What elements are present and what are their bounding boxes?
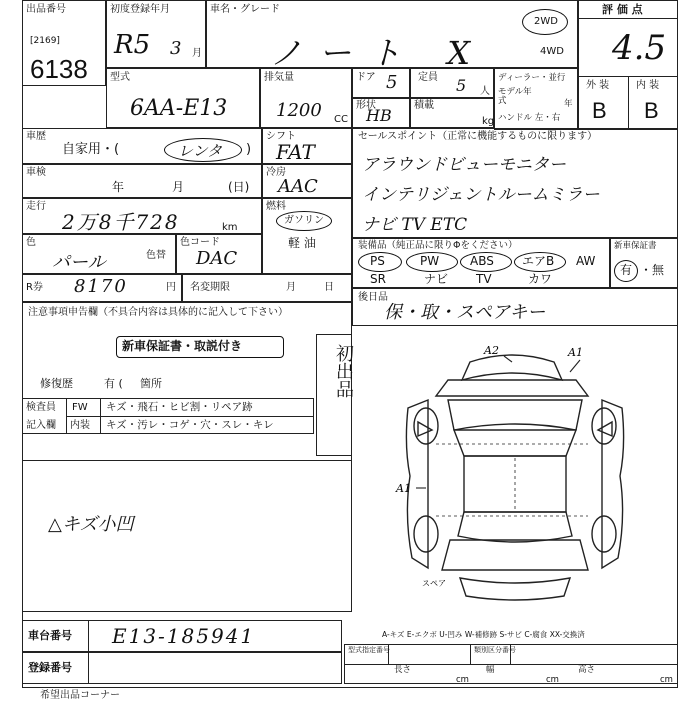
first-listing: 初出品 — [333, 344, 354, 398]
lot-label: 出品番号 — [26, 4, 66, 15]
damage-diagram — [352, 326, 682, 606]
warranty-no: ・無 — [640, 263, 665, 277]
notes-divider — [22, 460, 352, 461]
sales-point-3: ナビ TV ETC — [362, 215, 468, 235]
cap-value: 5 — [456, 76, 467, 95]
mileage-value: 2万8千728 — [62, 210, 180, 234]
sales-points-label: セールスポイント（正常に機能するものに限ります） — [358, 131, 598, 142]
equip-leather: カワ — [528, 272, 553, 286]
accessories-value: 保・取・スペアキー — [384, 302, 546, 323]
ext-label: 外 装 — [586, 80, 610, 91]
inspector-vline1 — [66, 398, 67, 434]
door-label: ドア — [356, 72, 376, 83]
damage-mark-a1-front: A1 — [568, 346, 583, 359]
stamp-text: 新車保証書・取説付き — [122, 339, 243, 353]
equip-aw: AW — [576, 254, 596, 268]
handle-label: ハンドル 左・右 — [498, 113, 561, 123]
reg-month: 3 — [170, 38, 182, 59]
inspection-day: (日) — [228, 180, 250, 194]
disp-unit: CC — [334, 114, 348, 125]
eval-label: 評 価 点 — [602, 3, 643, 16]
inspection-cell — [22, 164, 262, 198]
type-label: 型式指定番号 — [348, 646, 390, 654]
spare-label: スペア — [422, 579, 446, 588]
repair-label: 修復歴 — [40, 377, 73, 390]
spec-table-vline2 — [470, 644, 471, 664]
load-label: 積載 — [414, 100, 434, 111]
dealer-label: ディーラー・並行 — [498, 73, 566, 83]
damage-mark-a2: A2 — [484, 344, 499, 357]
ac-label: 冷房 — [266, 167, 286, 178]
equip-tv: TV — [476, 272, 492, 286]
equip-navi: ナビ — [424, 272, 449, 286]
color-swap-label: 色替 — [146, 250, 166, 261]
width-label: 幅 — [486, 665, 495, 675]
inspector-vline2 — [100, 398, 101, 434]
notes-label: 注意事項申告欄（不具合内容は具体的に記入して下さい） — [28, 307, 288, 318]
inspector-fw: FW — [72, 402, 88, 413]
lot-code: [2169] — [30, 36, 60, 46]
shape-value: HB — [366, 106, 392, 125]
cap-unit: 人 — [480, 86, 490, 97]
car-name: ノート X — [270, 34, 488, 72]
recycle-unit: 円 — [166, 282, 176, 293]
damage-legend: A-キズ E-エクボ U-凹み W-補修跡 S-サビ C-腐食 XX-交換済 — [382, 630, 585, 639]
inspector-fw-items: キズ・飛石・ヒビ割・リペア跡 — [106, 401, 253, 413]
color-code-label: 色コード — [180, 237, 220, 248]
shift-label: シフト — [266, 131, 296, 142]
sales-point-2: インテリジェントルームミラー — [362, 185, 600, 205]
int-grade: B — [644, 98, 659, 123]
chassis-value: E13-185941 — [112, 624, 256, 648]
chassis-label: 車台番号 — [28, 629, 72, 642]
equip-ps: PS — [370, 254, 385, 268]
inspector-hline — [66, 416, 314, 417]
lot-number: 6138 — [30, 54, 88, 84]
name-label: 車名・グレード — [210, 4, 280, 15]
history-label: 車歴 — [26, 131, 46, 142]
ext-grade: B — [592, 98, 607, 123]
inspector-int-items: キズ・汚レ・コゲ・穴・スレ・キレ — [106, 419, 274, 431]
bottom-text: 希望出品コーナー — [40, 690, 120, 701]
shift-value: FAT — [276, 140, 315, 164]
inspection-label: 車検 — [26, 167, 46, 178]
accessories-label: 後日品 — [358, 292, 388, 303]
color-code-value: DAC — [196, 248, 238, 269]
equip-airbag: エアB — [522, 254, 555, 268]
inspector-interior: 内装 — [70, 420, 90, 431]
eval-score: 4.5 — [612, 28, 667, 68]
length-unit: cm — [456, 675, 469, 685]
model-year-label: モデル年式 — [498, 87, 532, 106]
height-unit: cm — [660, 675, 673, 685]
reg-value: R5 — [114, 30, 151, 60]
recycle-label: R券 — [26, 282, 43, 293]
warranty-label: 新車保証書 — [614, 241, 657, 251]
ac-value: AAC — [278, 176, 318, 197]
disp-value: 1200 — [276, 100, 322, 121]
plate-label: 登録番号 — [28, 661, 72, 674]
ext-int-vline — [628, 76, 629, 130]
eval-divider — [578, 18, 678, 19]
class-label: 類別区分番号 — [474, 646, 516, 654]
recycle-value: 8170 — [74, 276, 128, 297]
model-value: 6AA-E13 — [130, 96, 228, 121]
name-change-day: 日 — [324, 282, 334, 293]
inspection-year: 年 — [112, 180, 125, 194]
disp-label: 排気量 — [264, 72, 294, 83]
history-close: ) — [246, 142, 252, 157]
warranty-yes: 有 — [620, 263, 633, 277]
damage-mark-a1-side: A1 — [396, 482, 411, 495]
int-label: 内 装 — [636, 80, 660, 91]
repair-suffix: 箇所 — [140, 377, 162, 390]
equip-pw: PW — [420, 254, 440, 268]
reg-label: 初度登録年月 — [110, 4, 170, 15]
fuel-label: 燃料 — [266, 201, 286, 212]
reg-month-unit: 月 — [192, 48, 202, 59]
cap-label: 定員 — [418, 72, 438, 83]
color-value: パール — [52, 252, 106, 273]
name-change-label: 名変期限 — [190, 282, 230, 293]
sales-point-1: アラウンドビューモニター — [362, 155, 566, 175]
mileage-unit: km — [222, 222, 238, 233]
shape-label: 形状 — [356, 100, 376, 111]
inspector-label-1: 検査員 — [26, 402, 56, 413]
width-unit: cm — [546, 675, 559, 685]
year-unit: 年 — [564, 99, 573, 109]
rental-value: レンタ — [178, 142, 223, 160]
drive-2wd: 2WD — [534, 16, 558, 27]
inspection-month: 月 — [172, 180, 185, 194]
door-value: 5 — [386, 72, 398, 93]
length-label: 長さ — [394, 665, 412, 675]
color-label: 色 — [26, 237, 36, 248]
equip-abs: ABS — [470, 254, 494, 268]
fuel-diesel: 軽 油 — [288, 236, 316, 250]
notes-handwritten: △キズ小凹 — [48, 514, 134, 535]
equipment-label: 装備品（純正品に限りΦをください） — [358, 240, 518, 251]
fuel-gasoline: ガソリン — [284, 215, 324, 226]
inspector-label-2: 記入欄 — [26, 420, 56, 431]
name-change-month: 月 — [286, 282, 296, 293]
model-label: 型式 — [110, 72, 130, 83]
equip-sr: SR — [370, 272, 386, 286]
mileage-label: 走行 — [26, 201, 46, 212]
repair-value: 有 ( — [104, 377, 123, 390]
drive-4wd: 4WD — [540, 46, 564, 57]
height-label: 高さ — [578, 665, 596, 675]
history-value: 自家用・( — [62, 142, 120, 157]
load-unit: kg — [482, 116, 495, 127]
